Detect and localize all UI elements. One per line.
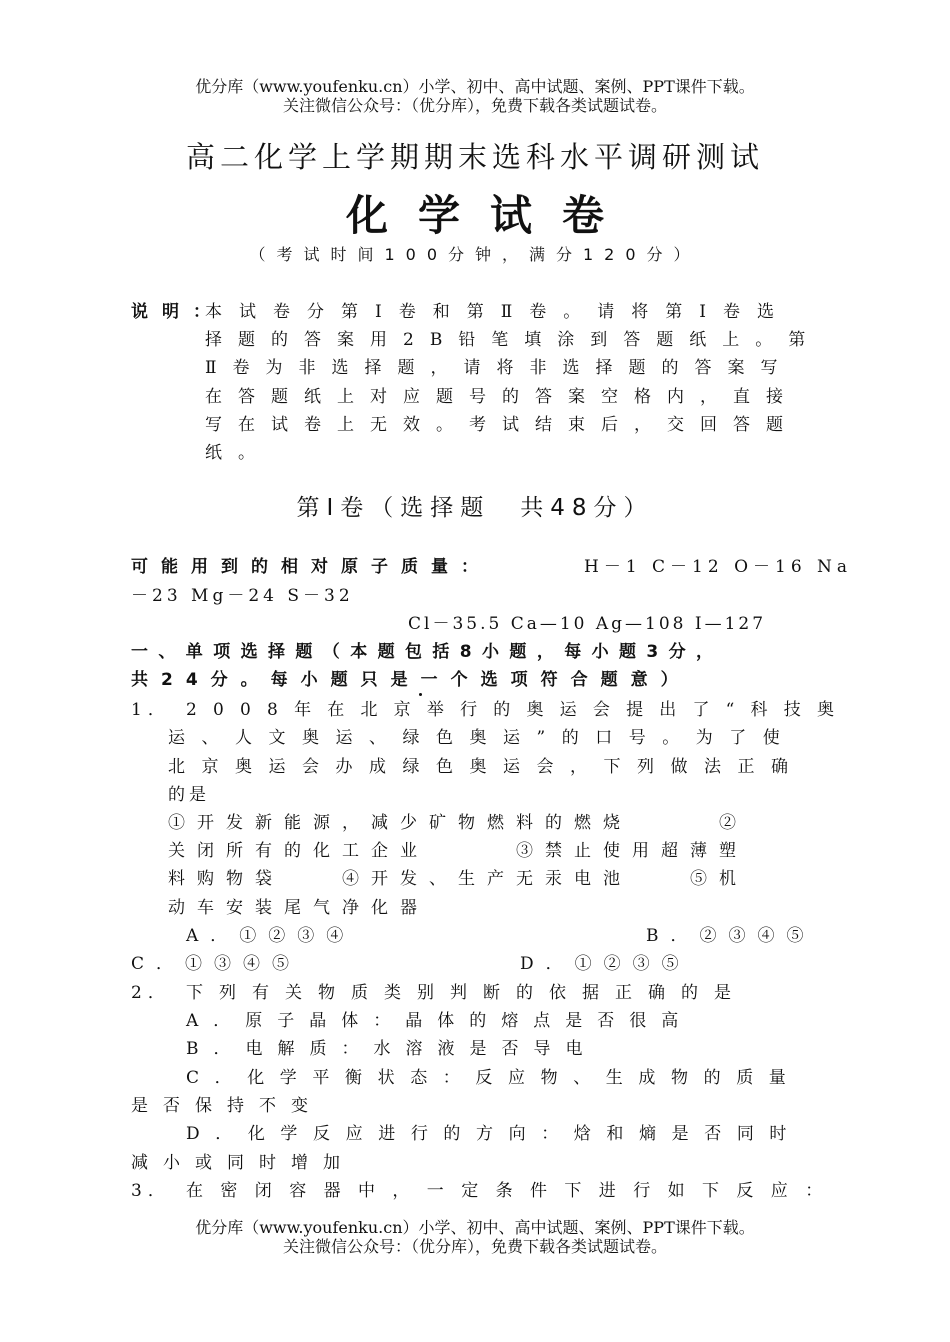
footer-line-2: 关注微信公众号：（优分库），免费下载各类试题试卷。 xyxy=(282,1237,667,1256)
q3-stem: 在密闭容器中，一定条件下进行如下反应： xyxy=(186,1181,840,1201)
q1-item-line-3: 料购物袋 ④开发、生产无汞电池 ⑤机 xyxy=(168,869,748,889)
subject-title: 化学试卷 xyxy=(345,191,634,240)
notes-line-5: 写在试卷上无效。考试结束后，交回答题 xyxy=(205,415,799,435)
q1-option-a[interactable]: A．①②③④ xyxy=(186,926,356,946)
exam-title: 高二化学上学期期末选科水平调研测试 xyxy=(185,140,764,174)
q1-item-line-4: 动车安装尾气净化器 xyxy=(168,898,429,918)
atomic-mass-label: 可能用到的相对原子质量： xyxy=(131,557,491,577)
q1-stem-line-3: 北京奥运会办成绿色奥运会，下列做法正确 xyxy=(168,757,805,777)
header-line-1: 优分库（www.youfenku.cn）小学、初中、高中试题、案例、PPT课件下载。 xyxy=(195,77,755,96)
notes-line-2: 择题的答案用2B铅笔填涂到答题纸上。第 xyxy=(205,330,822,350)
q1-option-b[interactable]: B．②③④⑤ xyxy=(646,926,816,946)
q2-option-c-line-2: 是否保持不变 xyxy=(131,1096,323,1116)
q2-stem: 下列有关物质类别判断的依据正确的是 xyxy=(186,983,747,1003)
q2-option-d-line-1[interactable]: D．化学反应进行的方向：焓和熵是否同时 xyxy=(186,1124,803,1144)
exam-info: （考试时间100分钟，满分120分） xyxy=(249,245,701,264)
q1-option-d[interactable]: D．①②③⑤ xyxy=(520,954,691,974)
atomic-mass-line-1: H－1 C－12 O－16 Na xyxy=(584,557,853,577)
notes-line-1: 本试卷分第Ⅰ卷和第Ⅱ卷。请将第Ⅰ卷选 xyxy=(205,302,791,322)
q1-number: 1． xyxy=(131,700,171,720)
q1-stem-line-2: 运、人文奥运、绿色奥运”的口号。为了使 xyxy=(168,728,797,748)
q1-item-line-2: 关闭所有的化工企业 ③禁止使用超薄塑 xyxy=(168,841,748,861)
atomic-mass-line-3: Cl－35.5 Ca—10 Ag—108 I—127 xyxy=(408,614,767,634)
notes-label: 说明： xyxy=(131,302,224,322)
atomic-mass-line-2: －23 Mg－24 S－32 xyxy=(131,586,354,606)
part-one-title-line-2: 共24分。每小题只是一个选项符合题意） xyxy=(131,670,691,690)
notes-line-4: 在答题纸上对应题号的答案空格内，直接 xyxy=(205,387,799,407)
q1-option-c[interactable]: C．①③④⑤ xyxy=(131,954,302,974)
header-line-2: 关注微信公众号：（优分库），免费下载各类试题试卷。 xyxy=(282,96,667,115)
q1-stem-line-4: 的是 xyxy=(168,785,210,805)
notes-line-3: Ⅱ卷为非选择题，请将非选择题的答案写 xyxy=(205,358,794,378)
q1-item-line-1: ①开发新能源，减少矿物燃料的燃烧 ② xyxy=(168,813,748,833)
q2-option-d-line-2: 减小或同时增加 xyxy=(131,1153,355,1173)
q1-stem-line-1: 2008年在北京举行的奥运会提出了“科技奥 xyxy=(186,700,851,720)
footer-line-1: 优分库（www.youfenku.cn）小学、初中、高中试题、案例、PPT课件下载。 xyxy=(195,1218,755,1237)
q2-option-c-line-1[interactable]: C．化学平衡状态：反应物、生成物的质量 xyxy=(186,1068,802,1088)
section-title: 第Ⅰ卷（选择题 共48分） xyxy=(296,495,654,521)
q2-option-a[interactable]: A．原子晶体：晶体的熔点是否很高 xyxy=(186,1011,694,1031)
part-one-title-line-1: 一、单项选择题（本题包括8小题，每小题3分， xyxy=(131,642,724,662)
q2-option-b[interactable]: B．电解质：水溶液是否导电 xyxy=(186,1039,598,1059)
emphasis-text: 只是一个 xyxy=(360,670,481,690)
notes-line-6: 纸。 xyxy=(205,443,271,463)
q3-number: 3． xyxy=(131,1181,171,1201)
q2-number: 2． xyxy=(131,983,171,1003)
